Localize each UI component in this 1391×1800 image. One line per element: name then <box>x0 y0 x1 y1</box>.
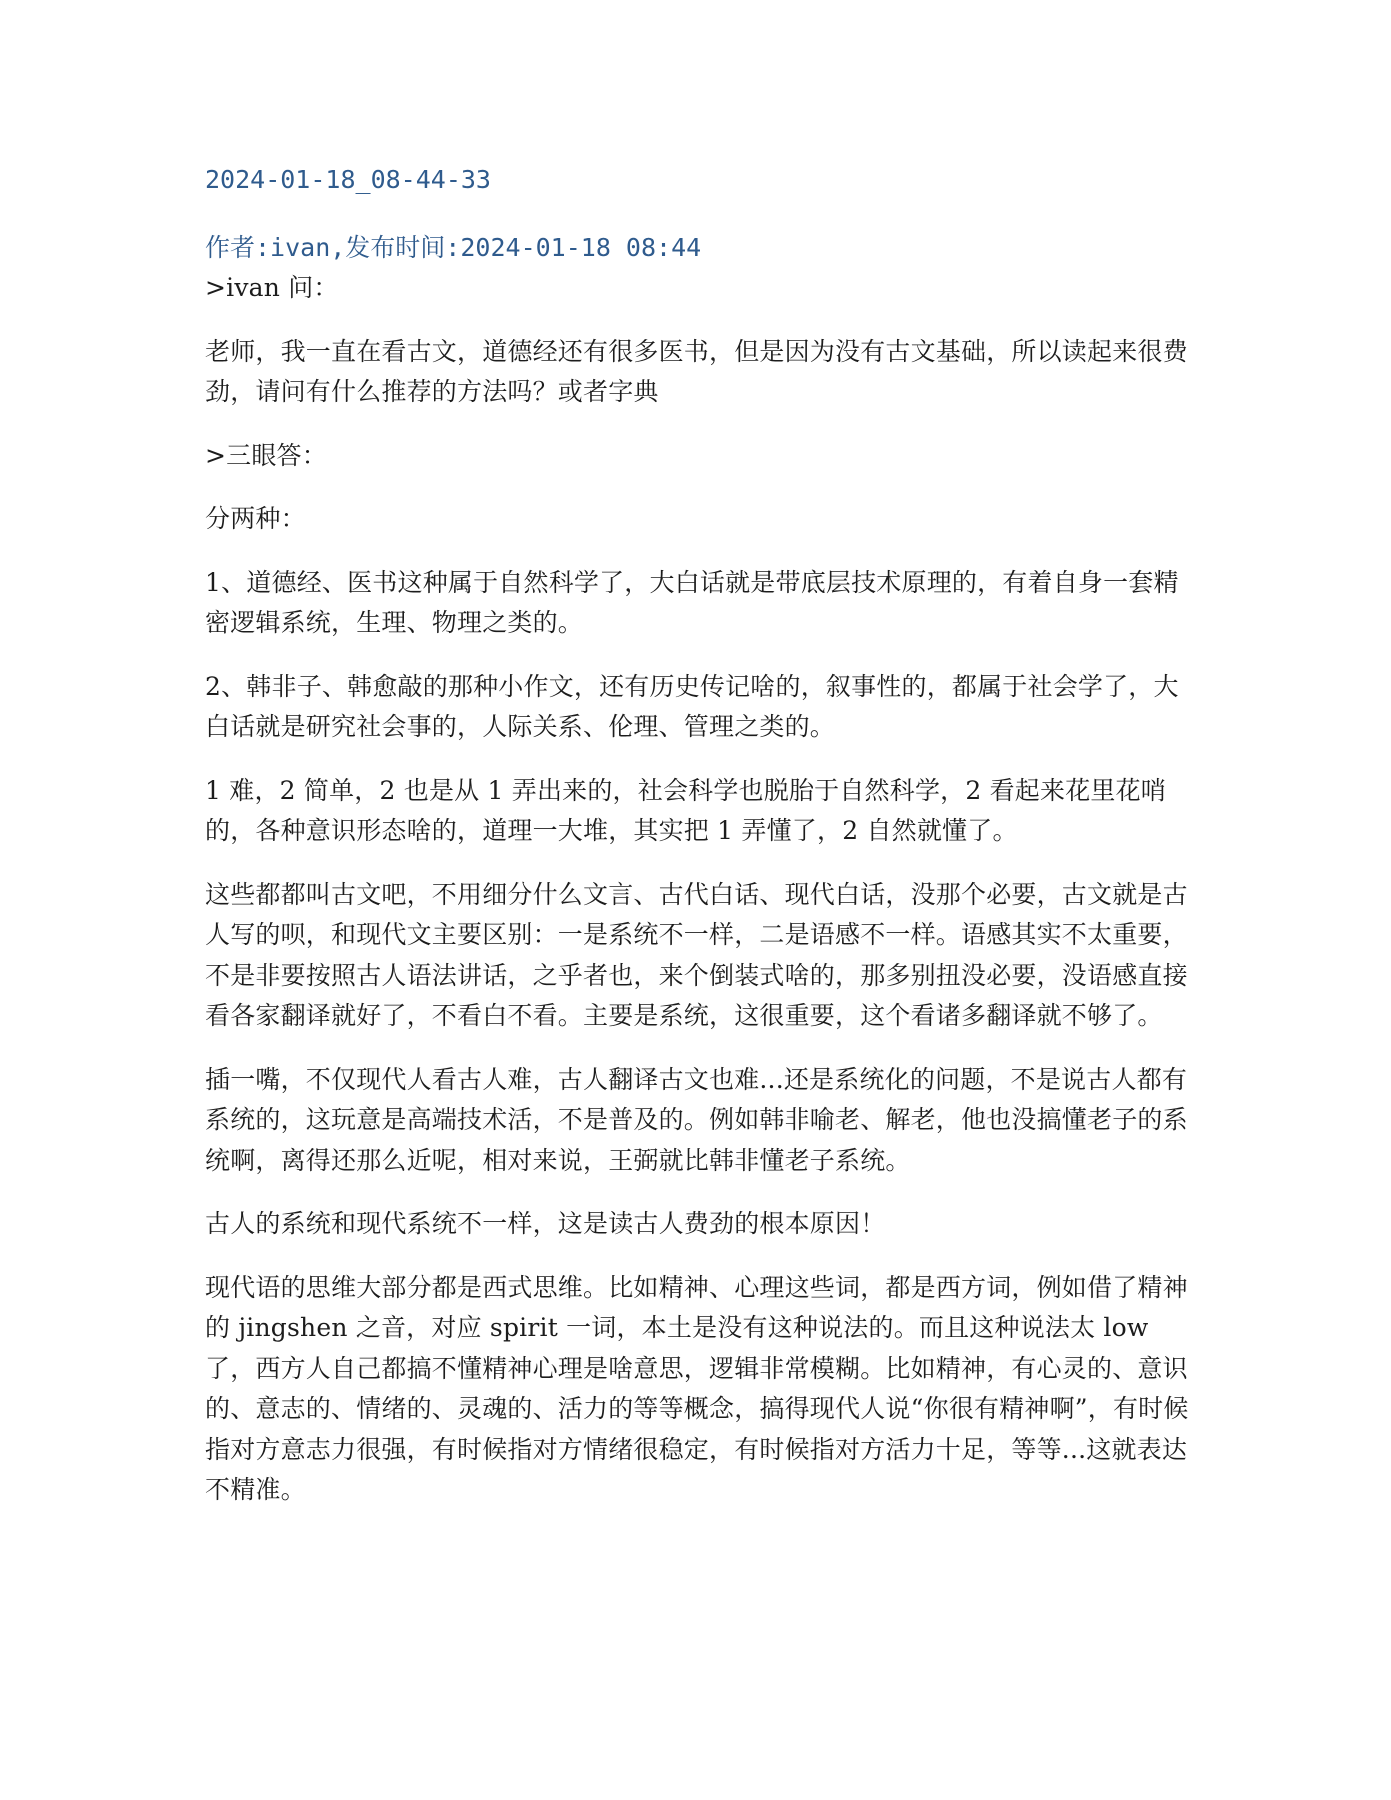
paragraph-question-label: >ivan 问： <box>205 273 339 302</box>
paragraph: 2、韩非子、韩愈敲的那种小作文，还有历史传记啥的，叙事性的，都属于社会学了，大白话就是研究社会事的，人际关系、伦理、管理之类的。 <box>205 671 1179 741</box>
paragraph: 分两种： <box>205 504 306 533</box>
paragraph: 1、道德经、医书这种属于自然科学了，大白话就是带底层技术原理的，有着自身一套精密逻辑系统，生理、物理之类的。 <box>205 567 1179 637</box>
paragraph-answer-label: >三眼答： <box>205 440 327 470</box>
paragraph: 古人的系统和现代系统不一样，这是读古人费劲的根本原因！ <box>205 1209 886 1238</box>
paragraph: 这些都都叫古文吧，不用细分什么文言、古代白话、现代白话，没那个必要，古文就是古人写的呗，和现代文主要区别：一是系统不一样，二是语感不一样。语感其实不太重要，不是非要按照古人语法讲话，之乎者也，来个倒装式啥的，那多别扭没必要，没语感直接看各家翻译就好了，不看白不看。主要是系统，这很重要，这个看诸多翻译就不够了。 <box>205 879 1188 1030</box>
document-meta: 作者:ivan,发布时间:2024-01-18 08:44 <box>205 233 702 262</box>
document-title: 2024-01-18_08-44-33 <box>205 165 491 194</box>
paragraph: 1 难，2 简单，2 也是从 1 弄出来的，社会科学也脱胎于自然科学，2 看起来花里花哨的，各种意识形态啥的，道理一大堆，其实把 1 弄懂了，2 自然就懂了。 <box>205 775 1167 845</box>
paragraph: 现代语的思维大部分都是西式思维。比如精神、心理这些词，都是西方词，例如借了精神的 jingshen 之音，对应 spirit 一词，本土是没有这种说法的。而且这种说法太 low 了，西方人自己都搞不懂精神心理是啥意思，逻辑非常模糊。比如精神，有心灵的、意识的、意志的、情绪的、灵魂的、活力的等等概念，搞得现代人说“你很有精神啊”，有时候指对方意志力很强，有时候指对方情绪很稳定，有时候指对方活力十足，等等...这就表达不精准。 <box>205 1272 1189 1504</box>
document-page <box>205 160 1195 1534</box>
paragraph-question: 老师，我一直在看古文，道德经还有很多医书，但是因为没有古文基础，所以读起来很费劲，请问有什么推荐的方法吗？或者字典 <box>205 336 1188 406</box>
paragraph: 插一嘴，不仅现代人看古人难，古人翻译古文也难...还是系统化的问题，不是说古人都有系统的，这玩意是高端技术活，不是普及的。例如韩非喻老、解老，他也没搞懂老子的系统啊，离得还那么近呢，相对来说，王弼就比韩非懂老子系统。 <box>205 1064 1188 1175</box>
